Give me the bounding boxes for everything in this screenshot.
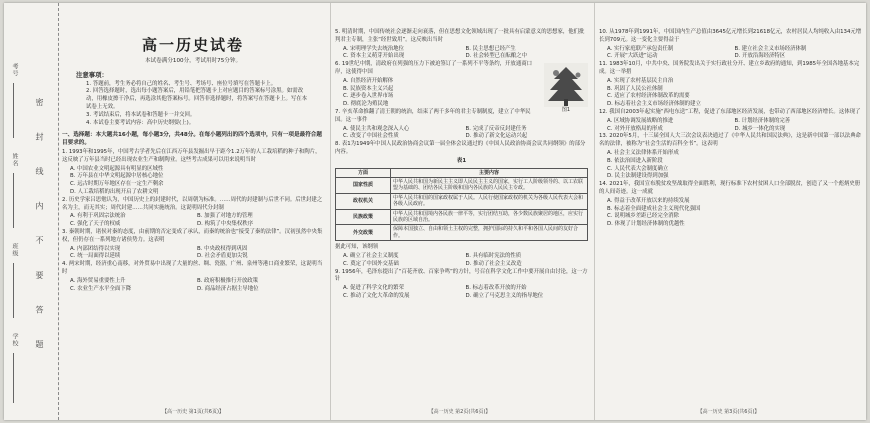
- question-stem: 4. 两宋时期，经济重心南移，对外贸易中出现了大量的丝、绸、瓷器，广州、泉州等港口商业繁荣，这说明当时: [62, 261, 323, 275]
- notice-list: [86, 81, 310, 128]
- binding-label-exam-number: 考号: [11, 63, 18, 77]
- option: D. 构筑了中央集权秩序: [197, 221, 254, 228]
- option: B. 加强了对地方的管理: [197, 213, 253, 220]
- table-row: [336, 209, 588, 225]
- binding-strip: [4, 3, 59, 420]
- question-options: [599, 198, 862, 229]
- option: D. 社会矛盾更加尖锐: [197, 253, 248, 260]
- option: C. 改变了中国社会性质: [343, 133, 399, 140]
- question-stem: 据此可知，该纲领: [335, 244, 379, 251]
- binding-label-name: 姓名: [11, 153, 18, 167]
- exam-title: 高一历史试卷: [141, 36, 244, 54]
- option: D. 体现了计划经济体制的优越性: [607, 221, 685, 228]
- option: B. 标志着全面建成社会主义现代化强国: [607, 205, 701, 212]
- question-options: [62, 246, 324, 262]
- table-cell-content: 中华人民共和国为新民主主义即人民民主主义的国家，实行工人阶级领导的、以工农联盟为基础的、团结各民主阶级和国内各民族的人民民主专政。: [391, 177, 588, 193]
- option: B. 完成了反帝反封建任务: [465, 125, 527, 132]
- question-options: [335, 253, 588, 269]
- option: D. 城乡一体化的实现: [734, 125, 786, 132]
- option: A. 宋明理学失去统治地位: [343, 45, 404, 52]
- page-footer: 【高一历史 第1页(共6页)】: [162, 409, 224, 416]
- option: C. 奠定了中国外交基础: [343, 260, 399, 267]
- page-footer: 【高一历史 第3页(共6页)】: [697, 409, 760, 416]
- option: D. 推动了社会主义改造: [465, 260, 522, 267]
- binding-label-school: 学校: [11, 333, 18, 347]
- question-stem: 14. 2021年，我国宣布脱贫攻坚战取得全面胜利，现行标准下农村贫困人口全部脱贫，创造了又一个彪炳史册的人间奇迹。这一成就: [599, 181, 861, 195]
- binding-underline: [13, 263, 14, 318]
- binding-label-class: 班级: [11, 243, 18, 257]
- option: A. 中国农业文明起源具有明显的区域性: [70, 165, 164, 172]
- question-stem: 7. 辛亥革命推翻了清王朝的统治，结束了两千多年的君主专制制度，建立了中华民国。这一事件: [335, 108, 531, 123]
- option: A. 区域协调发展战略的推进: [607, 117, 674, 124]
- option: C. 适应了农村经济体制改革的需要: [607, 93, 690, 100]
- option: D. 开放沿海经济特区: [734, 53, 786, 60]
- option: A. 自然经济开始解体: [343, 77, 394, 84]
- notice-item: 3. 考试结束后，将本试卷和答题卡一并交回。: [86, 111, 196, 118]
- option: C. 开展“大跃进”运动: [607, 53, 658, 60]
- question-stem: 13. 2020年5月，十三届全国人大三次会议表决通过了《中华人民共和国民法典》，这是新中国第一部以法典命名的法律，被称为“社会生活的百科全书”。这表明: [599, 133, 861, 148]
- question-stem: 11. 1983年10月，中共中央、国务院发出关于实行政社分开、建立乡政府的通知，到1985年全国各地基本完成。这一举措: [599, 61, 860, 75]
- page-column-3: [594, 3, 862, 420]
- table-cell-key: 民族政策: [336, 209, 391, 225]
- question-options: [599, 46, 862, 62]
- page-column-1: [62, 3, 324, 420]
- material-table: [335, 168, 588, 242]
- page-footer: 【高一历史 第2页(共6页)】: [428, 409, 491, 416]
- option: B. 计划经济体制的完善: [734, 117, 791, 124]
- option: D. 标志着社会主义市场经济体制的建立: [607, 101, 701, 108]
- notice-heading: 注意事项：: [76, 70, 108, 79]
- option: C. 逐步卷入世界市场: [343, 93, 394, 100]
- option: A. 使民主共和观念深入人心: [343, 125, 410, 132]
- option: C. 强化了天子的权威: [70, 221, 121, 228]
- question-stem: 8. 表1为1949年中国人民政治协商会议第一届全体会议通过的《中国人民政治协商会议共同纲领》的部分内容。: [335, 141, 586, 155]
- seal-line-text: 密 封 线 内 不 要 答 题: [35, 98, 44, 360]
- question-stem: 6. 19世纪中期，清政府在列强的压力下被迫签订了一系列不平等条约，开放通商口岸，这使得中国: [335, 61, 532, 75]
- question-options: [599, 78, 862, 109]
- option: D. 推动了新文化运动兴起: [465, 133, 527, 140]
- option: B. 万年县在中华文明起源中居核心地位: [70, 173, 164, 180]
- table-row: [336, 193, 588, 209]
- binding-underline: [13, 83, 14, 138]
- option: C. 推动了文化大革命的发展: [343, 292, 410, 299]
- question-stem: 1. 1993年和1995年，中国考古学者先后在江西万年县发掘出早于距今1.2万年的人工栽培稻的种子和陶片，这反映了万年县当时已经出现农业生产和制陶业。这些考古成果可以用来说明当时: [62, 148, 321, 163]
- option: A. 社会主义法律体系开始形成: [607, 149, 679, 156]
- table-caption: 表1: [456, 157, 467, 164]
- option: B. 具有临时宪法的性质: [465, 253, 522, 259]
- option: B. 巩固了人民公社体制: [607, 85, 663, 92]
- table-row: [336, 177, 588, 193]
- option: C. 对外开放格局的形成: [607, 125, 663, 132]
- option: B. 政府积极推行开放政策: [197, 277, 259, 284]
- option: D. 商品经济占据主导地位: [197, 285, 259, 292]
- table-header-row: [336, 168, 588, 177]
- option: A. 确立了社会主义制度: [343, 253, 399, 259]
- question-options: [62, 166, 324, 197]
- question-options: [335, 126, 588, 142]
- option: A. 促进了科学文化的繁荣: [343, 285, 404, 292]
- pine-tree-illustration: [544, 63, 588, 107]
- question-options: [599, 118, 862, 134]
- option: B. 民族资本主义兴起: [343, 85, 394, 92]
- exam-subtitle: 本试卷满分100分，考试用时75分钟。: [144, 58, 242, 64]
- option: B. 民主思想已经产生: [465, 45, 516, 52]
- option: A. 实现了农村基层民主自治: [607, 77, 674, 84]
- option: D. 人工栽培稻的出现开启了农耕文明: [70, 188, 159, 195]
- table-cell-key: 政权机关: [336, 193, 391, 209]
- option: A. 得益于改革开放以来的持续发展: [607, 197, 690, 204]
- question-stem: 2. 历史学家吕思勉认为，中国历史上的封建时代，以周朝为标准。……周代的封建制与后世不同。后世封建之名为主，而无其实；周代封建……共同实施统治。这说明周代分封制: [62, 196, 323, 211]
- table-cell-content: 保障本国独立、自由和领土主权的完整，拥护国际的持久和平和各国人民间的友好合作。: [391, 225, 588, 241]
- table-cell-content: 中华人民共和国的国家政权属于人民。人民行使国家政权的机关为各级人民代表大会和各级人民政府。: [391, 193, 588, 209]
- option: D. 民主法制建设得到加强: [607, 173, 669, 180]
- option: D. 确立了马克思主义的指导地位: [465, 292, 544, 299]
- section-heading: 一、选择题：本大题共16小题，每小题3分，共48分。在每小题列出的四个选项中，只有一项是最符合题目要求的。: [62, 132, 322, 147]
- table-cell-key: 外交政策: [336, 225, 391, 241]
- option: C. 说明城乡差距已经完全消除: [607, 213, 679, 220]
- question-options: [335, 46, 588, 62]
- notice-item: 4. 本试卷主要考试内容：高中历史纲要(上)。: [86, 119, 195, 126]
- option: D. 彻底沦为殖民地: [343, 101, 389, 108]
- notice-item: 1. 答题前，考生务必将自己的姓名、考生号、考场号、座位号填写在答题卡上。: [86, 80, 277, 87]
- table-header-cell: 主要内容: [391, 168, 588, 177]
- exam-sheet: [4, 3, 866, 420]
- figure-1: [544, 63, 588, 113]
- table-row: [336, 225, 588, 241]
- option: C. 远古时期万年地区存在一定生产剩余: [70, 181, 164, 188]
- option: D. 社会转型已在酝酿之中: [465, 53, 527, 60]
- question-stem: 10. 从1978年到1991年，中国国内生产总值由3645亿元增长到21618亿元，农村居民人均纯收入由134元增长到709元。这一变化主要得益于: [599, 29, 862, 43]
- option: A. 海外贸易重要性上升: [70, 277, 126, 284]
- question-options: [335, 285, 588, 301]
- option: C. 农业生产水平全面下降: [70, 285, 132, 292]
- option: C. 资本主义萌芽开始出现: [343, 53, 405, 60]
- question-stem: 3. 秦朝时期，诸侯对秦的态度，由前期的否定变成了承认，而秦的统治也“接受了秦的法律”。汉初虽然中央集权，但仍存在一系列地方诸侯势力。这表明: [62, 228, 323, 243]
- question-stem: 12. 我国自2003年起实施“西电东送”工程，促进了东部地区经济发展，也带动了西部地区经济增长。这体现了: [599, 108, 861, 115]
- option: B. 中央政权得到巩固: [197, 245, 248, 252]
- page-column-2: [330, 3, 588, 420]
- question-options: [599, 150, 862, 181]
- figure-caption: 图1: [561, 107, 571, 114]
- binding-underline: [13, 353, 14, 403]
- option: B. 建立社会主义市场经济体制: [734, 45, 807, 52]
- question-stem: 5. 明清时期，中国传统社会逐渐走向衰落，但在思想文化领域出现了一批具有启蒙意义的思想家，他们批判君主专制，主张“经世致用”。这反映出当时: [335, 29, 585, 43]
- option: C. 人民代表大会制度确立: [607, 165, 669, 172]
- question-stem: 9. 1956年，毛泽东提出了“百花齐放、百家争鸣”的方针，号召在科学文化工作中要开展自由讨论，这一方针: [335, 268, 588, 283]
- option: A. 内部团结得以实现: [70, 245, 121, 252]
- notice-item: 2. 回答选择题时，选出每小题答案后，用铅笔把答题卡上对应题目的答案标号涂黑。如需改动，用橡皮擦干净后，再选涂其他答案标号。回答非选择题时，将答案写在答题卡上。写在本试卷上无效。: [86, 88, 308, 110]
- table-header-cell: 方面: [336, 168, 391, 177]
- option: C. 统一局面得以延续: [70, 253, 121, 260]
- question-options: [62, 278, 324, 294]
- question-options: [62, 213, 324, 229]
- option: A. 有利于巩固宗法统治: [70, 213, 126, 220]
- option: B. 依法治国进入新阶段: [607, 157, 663, 164]
- option: A. 实行家庭联产承包责任制: [607, 45, 674, 52]
- binding-underline: [13, 173, 14, 228]
- question-options: [335, 78, 540, 109]
- option: B. 标志着改革开放的开始: [465, 285, 527, 292]
- table-cell-content: 中华人民共和国境内各民族一律平等，实行团结互助，各少数民族聚居的地区，应实行民族的区域自治。: [391, 209, 588, 225]
- table-cell-key: 国家性质: [336, 177, 391, 193]
